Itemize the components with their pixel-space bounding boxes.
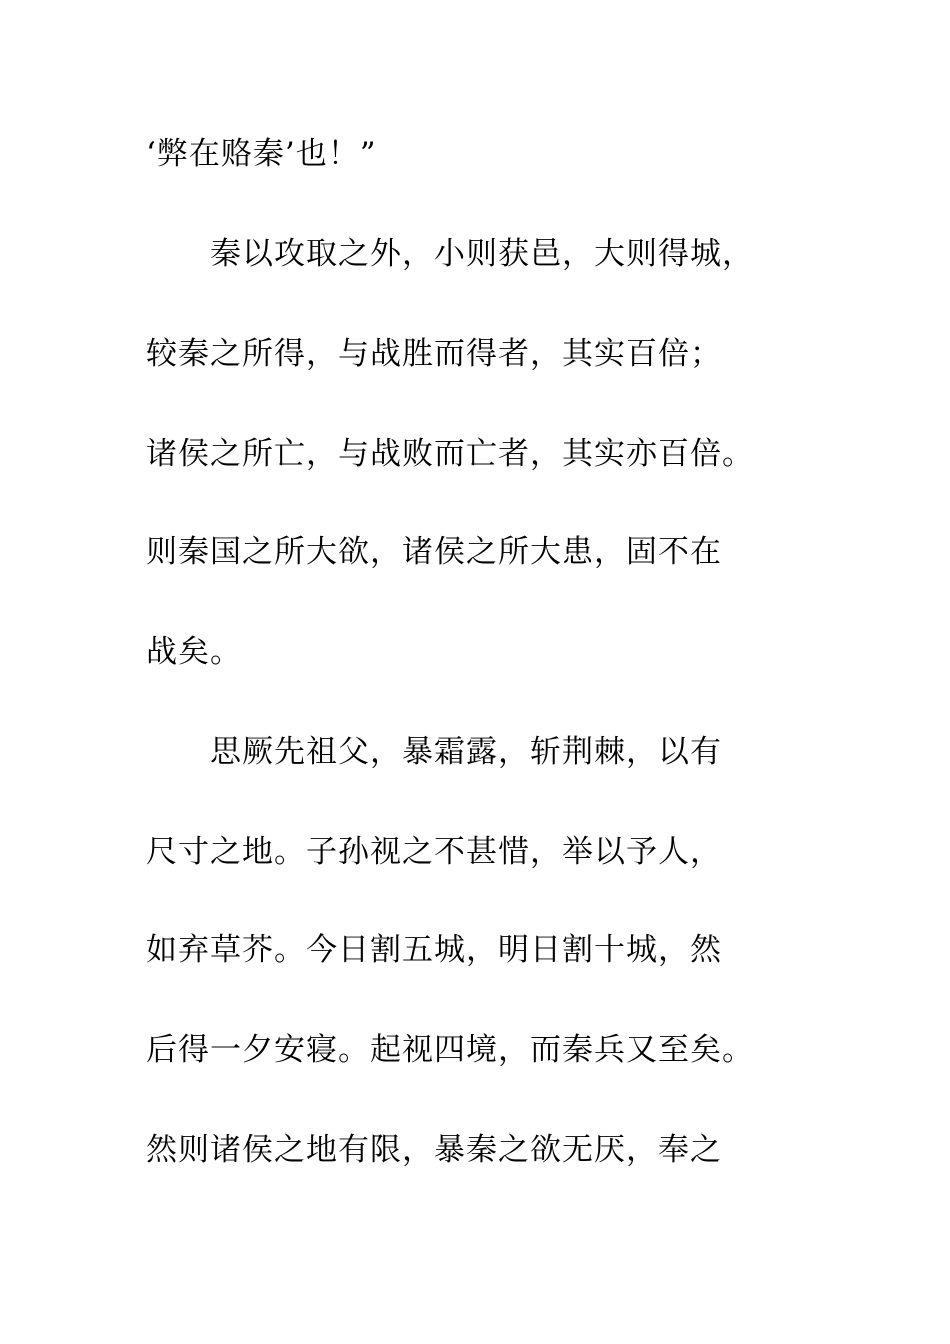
text-line-2: 秦以攻取之外，小则获邑，大则得城，: [146, 236, 754, 272]
text-line-9: 如弃草芥。今日割五城，明日割十城，然: [146, 932, 722, 968]
text-line-5: 则秦国之所大欲，诸侯之所大患，固不在: [146, 534, 722, 570]
text-line-4: 诸侯之所亡，与战败而亡者，其实亦百倍。: [146, 436, 754, 472]
text-line-6: 战矣。: [146, 634, 242, 670]
text-line-11: 然则诸侯之地有限，暴秦之欲无厌，奉之: [146, 1132, 722, 1168]
text-line-3: 较秦之所得，与战胜而得者，其实百倍；: [146, 336, 722, 372]
text-line-1: ‘弊在赂秦’也！”: [146, 136, 377, 172]
text-line-10: 后得一夕安寝。起视四境，而秦兵又至矣。: [146, 1032, 754, 1068]
text-line-7: 思厥先祖父，暴霜露，斩荆棘，以有: [146, 734, 722, 770]
text-line-8: 尺寸之地。子孙视之不甚惜，举以予人，: [146, 834, 722, 870]
